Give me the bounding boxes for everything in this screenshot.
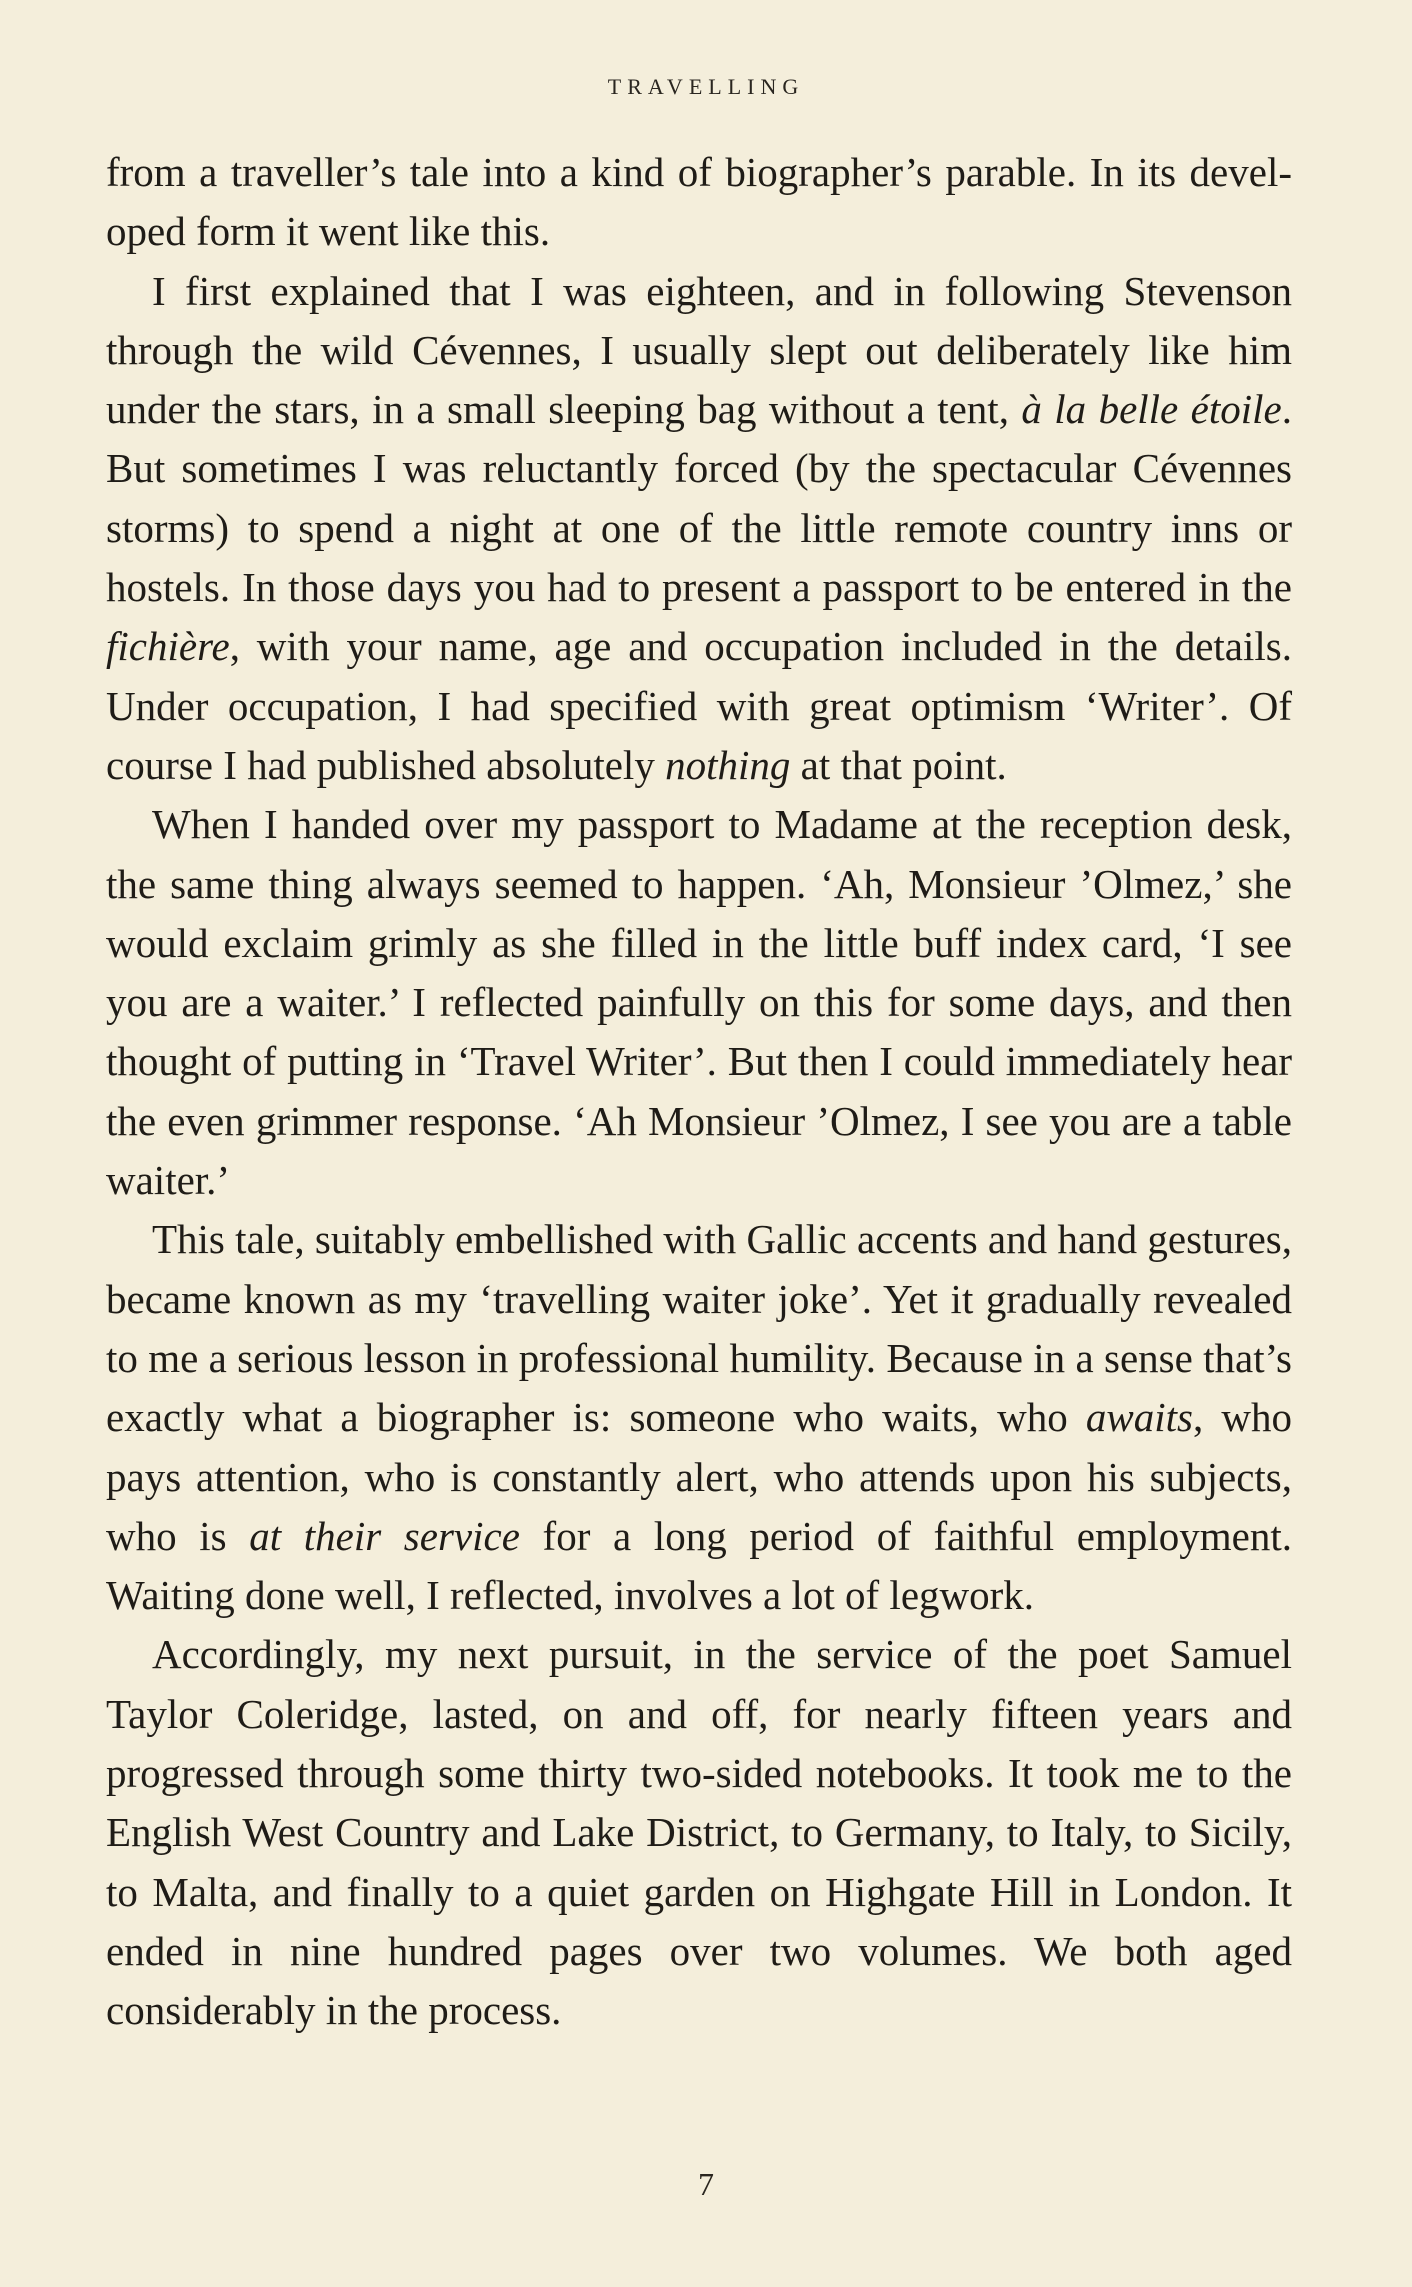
paragraph-4 — [106, 1210, 1292, 1625]
page-number: 7 — [698, 2166, 714, 2202]
text-segment: . But sometimes I was reluctantly forced (by the spectacular Cévennes storms) to spend a night at one of the little remote country inns or hostels. In those days you had to present a passport to be entered in the — [106, 386, 1292, 611]
body-text — [106, 143, 1292, 2041]
text-segment: , who pays attention, who is constantly alert, who attends upon his subjects, who is — [106, 1394, 1293, 1559]
italic-phrase: à la belle étoile — [1021, 386, 1282, 433]
paragraph-1 — [106, 143, 1292, 262]
text-segment: from a traveller’s tale into a kind of biographer’s parable. In its developed form it went like this. — [106, 149, 1292, 255]
text-segment: I first explained that I was eighteen, and in following Stevenson through the wild Cévennes, I usually slept out deliberately like him under the stars, in a small sleeping bag without a tent, — [106, 267, 1292, 433]
text-segment: for a long period of faithful employment. Waiting done well, I reflected, involves a lot of legwork. — [106, 1512, 1292, 1619]
paragraph-2 — [106, 262, 1292, 796]
running-head: TRAVELLING — [607, 74, 805, 99]
italic-word: fichière — [106, 623, 230, 670]
italic-word: awaits — [1085, 1394, 1193, 1441]
text-segment: This tale, suitably embellished with Gallic accents and hand gestures, became known as my ‘travelling waiter joke’. Yet it gradually revealed to me a serious lesson in professional humility. Because in a sense that’s exactly what a biographer is: someone who waits, who — [106, 1216, 1292, 1441]
italic-phrase: at their service — [249, 1512, 520, 1559]
text-segment: at that point. — [790, 741, 1007, 788]
text-segment: When I handed over my passport to Madame at the reception desk, the same thing always seemed to happen. ‘Ah, Monsieur ’Olmez,’ she would exclaim grimly as she filled in the little buff index card, ‘I see you are a waiter.’ I reflected painfully on this for some days, and then thought of putting in ‘Travel Writer’. But then I could immediately hear the even grimmer response. ‘Ah Monsieur ’Olmez, I see you are a table waiter.’ — [106, 801, 1292, 1204]
paragraph-5 — [106, 1625, 1292, 2040]
italic-word: nothing — [665, 741, 791, 788]
text-segment: , with your name, age and occupation included in the details. Under occupation, I had specified with great optimism ‘Writer’. Of course I had published absolutely — [106, 623, 1292, 788]
text-segment: Accordingly, my next pursuit, in the service of the poet Samuel Taylor Coleridge, lasted, on and off, for nearly fifteen years and progressed through some thirty two-sided notebooks. It took me to the English West Country and Lake District, to Germany, to Italy, to Sicily, to Malta, and finally to a quiet garden on Highgate Hill in London. It ended in nine hundred pages over two volumes. We both aged considerably in the process. — [106, 1631, 1292, 2034]
paragraph-3 — [106, 795, 1292, 1210]
